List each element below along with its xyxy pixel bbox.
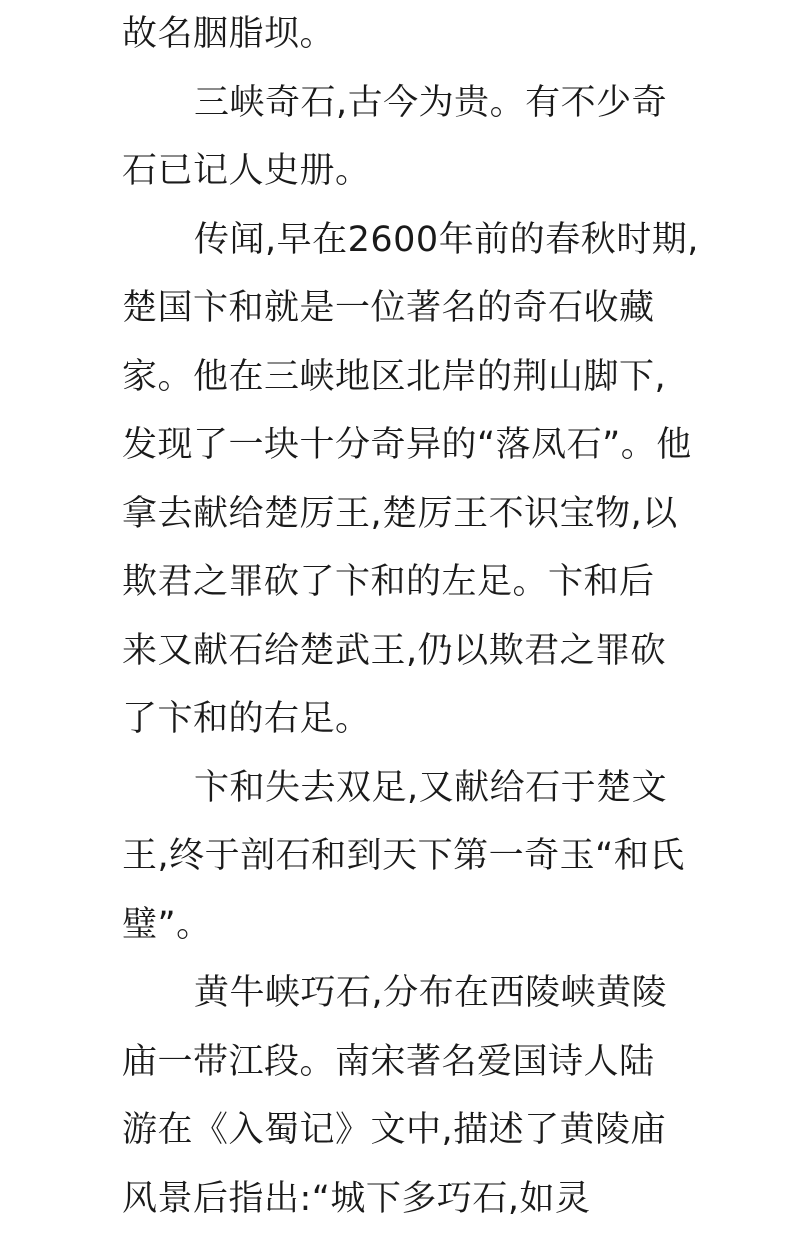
paragraph-start-line: 卞和失去双足,又献给石于楚文 — [122, 754, 682, 823]
text-column — [122, 0, 682, 1233]
text-line: 了卞和的右足。 — [122, 685, 682, 754]
text-line: 拿去献给楚厉王,楚厉王不识宝物,以 — [122, 480, 682, 549]
text-line: 来又献石给楚武王,仍以欺君之罪砍 — [122, 617, 682, 686]
paragraph-start-line: 黄牛峡巧石,分布在西陵峡黄陵 — [122, 959, 682, 1028]
text-line: 王,终于剖石和到天下第一奇玉“和氏 — [122, 822, 682, 891]
text-line: 庙一带江段。南宋著名爱国诗人陆 — [122, 1028, 682, 1097]
paragraph-start-line: 三峡奇石,古今为贵。有不少奇 — [122, 69, 682, 138]
text-line: 风景后指出:“城下多巧石,如灵 — [122, 1165, 682, 1233]
text-line: 故名胭脂坝。 — [122, 0, 682, 69]
text-line: 发现了一块十分奇异的“落凤石”。他 — [122, 411, 682, 480]
text-line: 楚国卞和就是一位著名的奇石收藏 — [122, 274, 682, 343]
text-line: 石已记人史册。 — [122, 137, 682, 206]
text-line: 璧”。 — [122, 891, 682, 960]
text-line: 欺君之罪砍了卞和的左足。卞和后 — [122, 548, 682, 617]
text-line: 家。他在三峡地区北岸的荆山脚下, — [122, 343, 682, 412]
text-line: 游在《入蜀记》文中,描述了黄陵庙 — [122, 1096, 682, 1165]
paragraph-start-line: 传闻,早在2600年前的春秋时期, — [122, 206, 682, 275]
